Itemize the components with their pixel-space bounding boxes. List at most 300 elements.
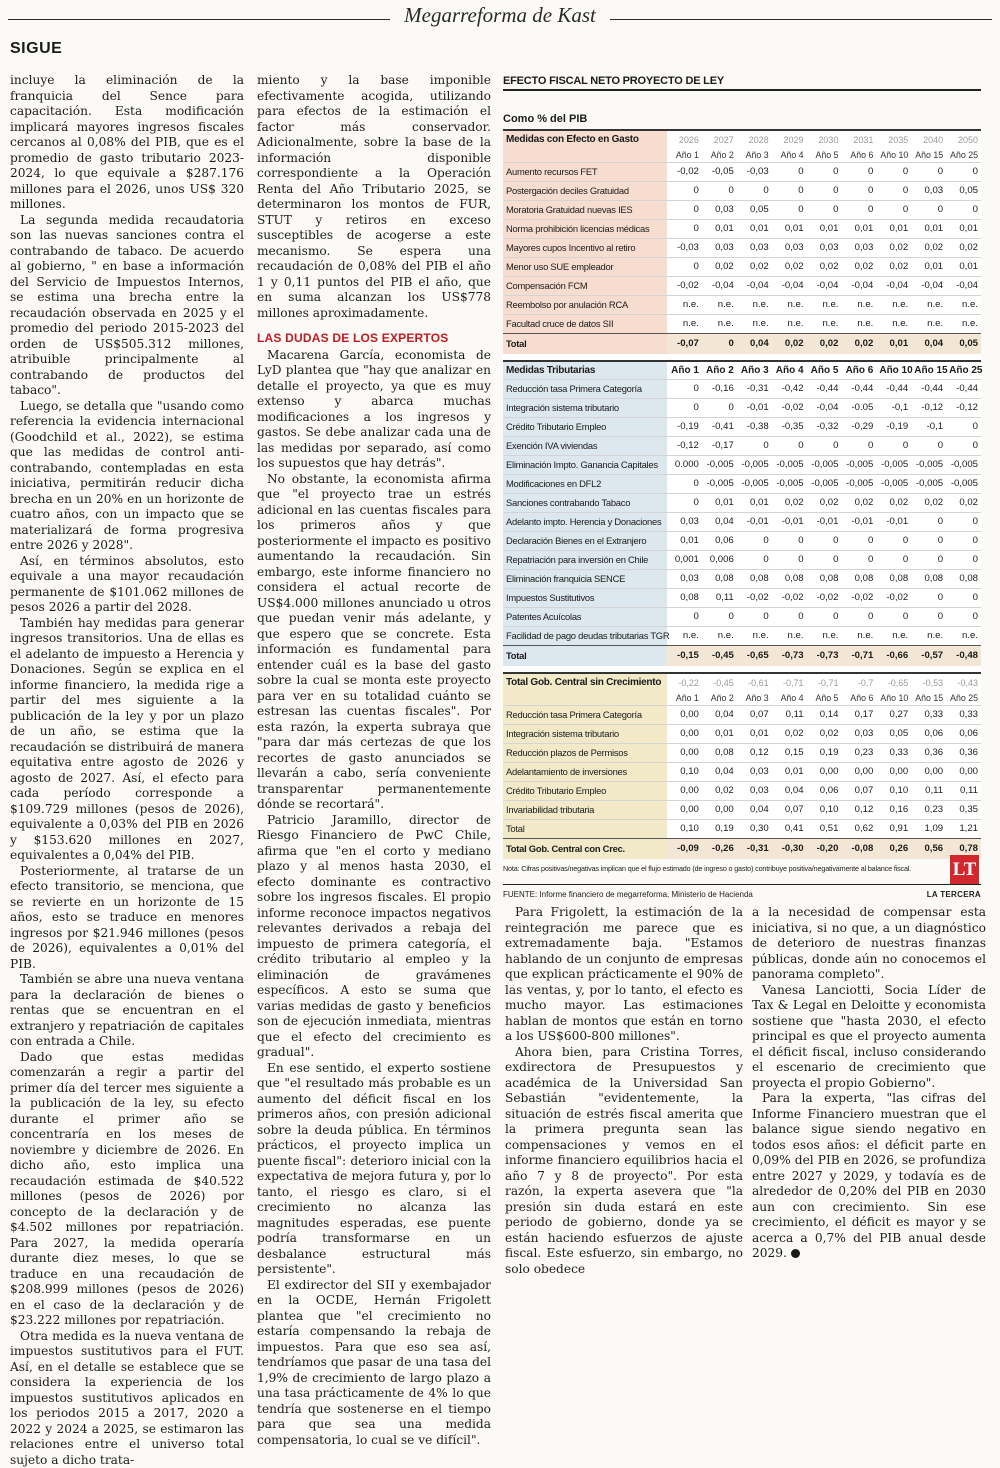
table-cell: 0,03	[702, 238, 737, 257]
table-cell: -0,05	[702, 162, 737, 181]
table-cell: 0,33	[876, 743, 911, 762]
table-cell: 0	[876, 162, 911, 181]
table-cell: 0,08	[737, 569, 772, 588]
paragraph: Para Frigolett, la estimación de la reintegración me parece que es extremadamente baja. "Estamos hablando de un conjunto de empresas que explican prácticamente el 90% de las ventas, y, por lo tanto, el efecto es mucho mayor. Las estimaciones hablan de montos que están en torno a los US$600-800 millones".	[505, 905, 743, 1045]
table-cell: 0,03	[667, 569, 702, 588]
table-cell: 0,02	[876, 493, 911, 512]
year-index-cell: Año 25	[946, 691, 981, 705]
row-label: Crédito Tributario Empleo	[503, 417, 667, 436]
paragraph: Ahora bien, para Cristina Torres, exdirectora de Presupuestos y académica de la Universidad San Sebastián "evidentemente, la situación de estrés fiscal amerita que la primera pregunta sean las compensaciones y vemos en el informe financiero equilibrios hacia el año 7 y 8 de proyecto". Por esta razón, la experta asevera que "la presión sin duda estará en este periodo de gobierno, donde ya se están haciendo esfuerzos de ajuste fiscal. Este esfuerzo, sin embargo, no solo obedece	[505, 1045, 743, 1278]
year-index-cell: Año 5	[807, 148, 842, 162]
table-cell: 0,02	[772, 333, 807, 354]
table-cell: 0,07	[772, 800, 807, 819]
section-header-label: Medidas Tributarias	[503, 361, 667, 379]
table-row	[503, 257, 981, 276]
table-cell: 0	[667, 257, 702, 276]
table-cell: -0,005	[946, 474, 981, 493]
table-cell: 0	[911, 607, 946, 626]
table-cell: 0,00	[841, 762, 876, 781]
table-cell: 0,12	[737, 743, 772, 762]
paragraph: También hay medidas para generar ingresos transitorios. Una de ellas es el adelanto de impuesto a Herencia y Donaciones. Según se explica en el informe financiero, la medida rige a partir del mes siguiente a la publicación de la ley y por un plazo de un año, se estima que la recaudación se distribuirá de manera equitativa entre agosto de 2026 y agosto de 2027. Así, el efecto para cada período corresponde a $109.729 millones (pesos de 2026), equivalente a 0,03% del PIB en 2026 y $153.620 millones en 2027, equivalentes a 0,04% del PIB.	[10, 616, 244, 864]
table-cell: 0,11	[946, 781, 981, 800]
header-cell: 2026	[667, 130, 702, 148]
paragraph	[752, 1091, 986, 1262]
row-label: Declaración Bienes en el Extranjero	[503, 531, 667, 550]
row-label: Compensación FCM	[503, 276, 667, 295]
table-cell: 0	[841, 550, 876, 569]
table-cell: 0,01	[702, 493, 737, 512]
table-cell: 0	[667, 493, 702, 512]
table-row	[503, 800, 981, 819]
table-cell: 0,91	[876, 819, 911, 838]
table-row	[503, 743, 981, 762]
table-cell: 0,02	[807, 724, 842, 743]
header-cell: Año 15	[911, 361, 946, 379]
table-cell: -0,1	[911, 417, 946, 436]
table-cell: 0	[737, 436, 772, 455]
table-row	[503, 455, 981, 474]
table-cell: 0	[772, 607, 807, 626]
section-header-label: Medidas con Efecto en Gasto	[503, 130, 667, 148]
table-cell: -0,01	[841, 512, 876, 531]
table-cell: -0,38	[737, 417, 772, 436]
table-cell: n.e.	[876, 626, 911, 645]
end-of-article-icon	[791, 1249, 800, 1258]
table-cell: -0,20	[807, 838, 842, 859]
fiscal-effect-table	[503, 129, 981, 859]
table-cell: -0,31	[737, 379, 772, 398]
table-cell: 0,03	[772, 238, 807, 257]
table-row	[503, 238, 981, 257]
header-cell: -0,71	[772, 673, 807, 691]
table-cell: -0,08	[841, 838, 876, 859]
row-label: Crédito Tributario Empleo	[503, 781, 667, 800]
table-cell: 0,02	[772, 493, 807, 512]
table-cell: 0,78	[946, 838, 981, 859]
kicker-sigue: SIGUE	[10, 40, 62, 58]
table-cell: -0,57	[911, 645, 946, 666]
row-label: Postergación deciles Gratuidad	[503, 181, 667, 200]
table-cell: 0,01	[876, 333, 911, 354]
table-section-header	[503, 361, 981, 379]
table-cell: 0,51	[807, 819, 842, 838]
table-cell: -0,71	[841, 645, 876, 666]
table-cell: n.e.	[667, 314, 702, 333]
table-row	[503, 512, 981, 531]
years-elapsed-row	[503, 691, 981, 705]
table-total-row	[503, 333, 981, 354]
subheading-experts: LAS DUDAS DE LOS EXPERTOS	[257, 331, 491, 347]
table-cell: 0,33	[911, 705, 946, 724]
header-cell: -0,65	[876, 673, 911, 691]
row-label: Facilidad de pago deudas tributarias TGR	[503, 626, 667, 645]
table-cell: -0,005	[737, 455, 772, 474]
header-cell: Año 4	[772, 361, 807, 379]
paragraph: incluye la eliminación de la franquicia del Sence para capacitación. Esta modificación implicará mayores ingresos fiscales cercanos al 0,08% del PIB, que es el promedio de gasto tributario 2023-2024, lo que equivale a $287.176 millones para el 2026, unos US$ 320 millones.	[10, 73, 244, 213]
table-cell: n.e.	[737, 626, 772, 645]
table-cell: 0	[841, 607, 876, 626]
table-row	[503, 379, 981, 398]
row-label: Norma prohibición licencias médicas	[503, 219, 667, 238]
table-cell: 0,01	[911, 219, 946, 238]
table-cell: 0,12	[841, 800, 876, 819]
table-cell: 0,15	[772, 743, 807, 762]
table-cell: 0,02	[911, 238, 946, 257]
table-cell: 0,04	[911, 333, 946, 354]
table-cell: 0,03	[841, 724, 876, 743]
table-cell: 0,02	[702, 781, 737, 800]
table-cell: 0,36	[946, 743, 981, 762]
table-cell: 0	[702, 607, 737, 626]
table-cell: 0,08	[876, 569, 911, 588]
year-index-cell: Año 6	[841, 148, 876, 162]
table-cell: n.e.	[876, 295, 911, 314]
table-cell: 0,05	[946, 333, 981, 354]
table-cell: 0,03	[737, 238, 772, 257]
table-cell: -0,42	[772, 379, 807, 398]
table-cell: 0	[667, 607, 702, 626]
table-cell: 0	[667, 200, 702, 219]
row-label: Impuestos Sustitutivos	[503, 588, 667, 607]
table-footer	[503, 884, 981, 902]
table-cell: 0,02	[841, 333, 876, 354]
la-tercera-logo: LT	[950, 855, 979, 884]
table-cell: 0,02	[946, 238, 981, 257]
table-cell: 0	[807, 531, 842, 550]
table-cell: 0	[841, 531, 876, 550]
table-cell: 0	[772, 181, 807, 200]
table-cell: 0,06	[946, 724, 981, 743]
header-cell: 2030	[807, 130, 842, 148]
table-cell: 0	[911, 531, 946, 550]
table-cell: 0,04	[702, 762, 737, 781]
table-cell: -0,03	[737, 162, 772, 181]
row-label: Moratoria Gratuidad nuevas IES	[503, 200, 667, 219]
table-row	[503, 314, 981, 333]
table-cell: 0	[841, 200, 876, 219]
table-cell: 0	[807, 550, 842, 569]
year-index-cell: Año 1	[667, 148, 702, 162]
table-cell: 0,05	[876, 724, 911, 743]
year-index-cell: Año 10	[876, 148, 911, 162]
table-cell: 0,01	[911, 257, 946, 276]
header-cell: -0,22	[667, 673, 702, 691]
table-cell: -0,12	[667, 436, 702, 455]
table-row	[503, 276, 981, 295]
table-cell: n.e.	[772, 314, 807, 333]
table-cell: 0	[876, 200, 911, 219]
table-cell: -0,005	[702, 455, 737, 474]
table-cell: -0,44	[876, 379, 911, 398]
table-cell: 0	[702, 333, 737, 354]
table-cell: 0	[946, 200, 981, 219]
table-cell: 0,00	[667, 705, 702, 724]
table-cell: -0,17	[702, 436, 737, 455]
table-row	[503, 550, 981, 569]
table-cell: 0	[772, 200, 807, 219]
row-label: Total	[503, 333, 667, 354]
table-cell: 0,08	[702, 569, 737, 588]
table-cell: -0,04	[807, 276, 842, 295]
table-cell: 0,03	[737, 781, 772, 800]
table-cell: -0,44	[841, 379, 876, 398]
table-cell: n.e.	[667, 295, 702, 314]
table-cell: 0,07	[737, 705, 772, 724]
table-cell: 0,11	[911, 781, 946, 800]
header-cell: 2029	[772, 130, 807, 148]
table-cell: -0,04	[807, 398, 842, 417]
table-cell: n.e.	[702, 626, 737, 645]
table-cell: 0	[946, 436, 981, 455]
brand-name: LA TERCERA	[927, 890, 981, 899]
table-cell: 0,36	[911, 743, 946, 762]
year-index-cell: Año 3	[737, 691, 772, 705]
article-column-3	[505, 905, 743, 1277]
year-index-cell: Año 2	[702, 148, 737, 162]
table-cell: 0,01	[946, 257, 981, 276]
table-cell: -0,005	[841, 474, 876, 493]
table-cell: 0	[946, 417, 981, 436]
table-cell: -0,73	[807, 645, 842, 666]
section-title: Megarreforma de Kast	[0, 3, 1000, 28]
table-cell: 0	[667, 379, 702, 398]
table-cell: 0,01	[876, 219, 911, 238]
table-cell: 0,41	[772, 819, 807, 838]
table-cell: -0,03	[667, 238, 702, 257]
header-cell: Año 2	[702, 361, 737, 379]
table-cell: 0	[807, 607, 842, 626]
paragraph: En ese sentido, el experto sostiene que "el resultado más probable es un aumento del déficit fiscal en los primeros años, con presión adicional sobre la deuda pública. En términos prácticos, el proyecto implica un puente fiscal": deterioro inicial con la expectativa de mejora futura y, por lo tanto, el riesgo es claro, si el crecimiento no alcanza las magnitudes esperadas, ese puente podría transformarse en un desbalance estructural más persistente".	[257, 1061, 491, 1278]
header-cell: 2031	[841, 130, 876, 148]
table-cell: 0	[946, 162, 981, 181]
table-cell: n.e.	[667, 626, 702, 645]
table-cell: -0,02	[807, 588, 842, 607]
table-cell: 0,02	[737, 257, 772, 276]
row-label: Total	[503, 645, 667, 666]
table-cell: -0,04	[737, 276, 772, 295]
paragraph: miento y la base imponible efectivamente acogida, utilizando para efectos de la estimación el factor más conservador. Adicionalmente, sobre la base de la información disponible correspondiente a la Operación Renta del Año Tributario 2025, se determinaron los montos de FUR, STUT y retiros en exceso susceptibles de acogerse a este mecanismo. Se espera una recaudación de 0,08% del PIB el año 1 y 0,11 puntos del PIB el año, que en suma alcanzan los US$778 millones aproximadamente.	[257, 73, 491, 321]
table-cell: 0,01	[772, 762, 807, 781]
table-cell: 0	[841, 181, 876, 200]
table-cell: 0,10	[667, 819, 702, 838]
table-cell: 0	[841, 436, 876, 455]
table-cell: 0,26	[876, 838, 911, 859]
table-cell: -0,30	[772, 838, 807, 859]
table-cell: 0,00	[667, 800, 702, 819]
row-label: Sanciones contrabando Tabaco	[503, 493, 667, 512]
row-label: Exención IVA viviendas	[503, 436, 667, 455]
table-cell: 0,02	[772, 257, 807, 276]
header-cell: 2035	[876, 130, 911, 148]
table-cell: 0,00	[667, 724, 702, 743]
table-cell: n.e.	[841, 295, 876, 314]
paragraph: Vanesa Lanciotti, Socia Líder de Tax & Legal en Deloitte y economista sostiene que "hasta 2030, el efecto principal es que el proyecto aumenta el déficit fiscal, incluso considerando el escenario de crecimiento que proyecta el propio Gobierno".	[752, 983, 986, 1092]
table-cell: 0	[737, 181, 772, 200]
table-cell: n.e.	[772, 626, 807, 645]
table-cell: n.e.	[841, 314, 876, 333]
table-cell: -0,005	[772, 474, 807, 493]
table-row	[503, 162, 981, 181]
table-cell: 0	[946, 588, 981, 607]
article-column-2	[257, 73, 491, 1448]
header-cell: -0,61	[737, 673, 772, 691]
year-index-cell: Año 25	[946, 148, 981, 162]
table-cell: -0,07	[667, 333, 702, 354]
table-cell: -0,02	[772, 588, 807, 607]
paragraph: No obstante, la economista afirma que "el proyecto trae un estrés adicional en las cuentas fiscales para los primeros años y que posteriormente el impacto es positivo aumentando la recaudación. Sin embargo, este informe financiero no considera el actual recorte de US$4.000 millones anunciado u otros que puedan venir más adelante, y que espero que se concrete. Esta información es fundamental para entender cuál es la base del gasto sobre la cual se monta este proyecto para ver en su totalidad cuánto se estresan las cuentas fiscales". Por esta razón, la experta subraya que "para dar más certezas de que los recortes de gasto anunciados se llevarán a cabo, sería conveniente transparentar permanentemente dónde se recortará".	[257, 472, 491, 813]
table-note: Nota: Cifras positivas/negativas implican que el flujo estimado (de ingreso o gasto) contribuye positiva/negativamente al balance fiscal.	[503, 864, 981, 873]
header-cell: Año 25	[946, 361, 981, 379]
table-cell: -0,48	[946, 645, 981, 666]
table-cell: 0,03	[702, 200, 737, 219]
table-cell: 0,00	[911, 762, 946, 781]
row-label: Integración sistema tributario	[503, 398, 667, 417]
paragraph: También se abre una nueva ventana para la declaración de bienes o rentas que se encuentran en el extranjero y repatriación de capitales con entrada a Chile.	[10, 972, 244, 1050]
table-cell: 0,23	[911, 800, 946, 819]
table-cell: 0,02	[876, 257, 911, 276]
row-label: Reducción tasa Primera Categoría	[503, 379, 667, 398]
table-cell: 0	[667, 219, 702, 238]
table-cell: 0,08	[702, 743, 737, 762]
table-cell: 1,21	[946, 819, 981, 838]
table-row	[503, 607, 981, 626]
row-label: Total	[503, 819, 667, 838]
table-cell: 0	[807, 436, 842, 455]
table-cell: 0	[946, 512, 981, 531]
table-cell: -0,04	[841, 276, 876, 295]
table-cell: 0,07	[841, 781, 876, 800]
header-cell: -0,71	[807, 673, 842, 691]
table-cell: 0	[876, 607, 911, 626]
table-cell: 0,01	[841, 219, 876, 238]
table-cell: -0,01	[772, 512, 807, 531]
table-cell: -0,35	[772, 417, 807, 436]
table-cell: 0	[772, 531, 807, 550]
table-cell: 0	[667, 398, 702, 417]
table-cell: 0	[911, 588, 946, 607]
row-label: Adelanto impto. Herencia y Donaciones	[503, 512, 667, 531]
table-cell: -0,65	[737, 645, 772, 666]
year-index-cell: Año 6	[841, 691, 876, 705]
header-cell: -0,43	[946, 673, 981, 691]
table-cell: -0,005	[876, 474, 911, 493]
table-cell: 0	[876, 550, 911, 569]
header-cell: 2028	[737, 130, 772, 148]
table-cell: 0,00	[946, 762, 981, 781]
table-cell: n.e.	[702, 314, 737, 333]
row-label: Integración sistema tributario	[503, 724, 667, 743]
table-cell: -0,005	[911, 474, 946, 493]
article-column-1	[10, 73, 244, 1468]
table-cell: -0,005	[702, 474, 737, 493]
table-cell: 0,19	[807, 743, 842, 762]
table-cell: -0,12	[946, 398, 981, 417]
table-row	[503, 493, 981, 512]
table-cell: 0,03	[807, 238, 842, 257]
table-cell: 0,17	[841, 705, 876, 724]
table-cell: 0,03	[841, 238, 876, 257]
table-source: FUENTE: Informe financiero de megarreforma, Ministerio de Hacienda	[503, 890, 753, 899]
row-label: Repatriación para inversión en Chile	[503, 550, 667, 569]
years-elapsed-row	[503, 148, 981, 162]
table-cell: 0,06	[911, 724, 946, 743]
table-cell: 0,01	[702, 219, 737, 238]
table-cell: 0,14	[807, 705, 842, 724]
table-cell: 0,33	[946, 705, 981, 724]
table-row	[503, 219, 981, 238]
table-cell: 0,16	[876, 800, 911, 819]
table-cell: 0	[841, 162, 876, 181]
table-cell: 0	[807, 162, 842, 181]
table-cell: 0,04	[772, 781, 807, 800]
table-cell: n.e.	[841, 626, 876, 645]
row-label: Reducción tasa Primera Categoría	[503, 705, 667, 724]
table-cell: -0,005	[807, 474, 842, 493]
table-cell: -0,01	[876, 512, 911, 531]
table-cell: 0,08	[667, 588, 702, 607]
table-cell: n.e.	[737, 295, 772, 314]
table-cell: 0	[667, 474, 702, 493]
table-cell: 0	[946, 550, 981, 569]
table-cell: 0	[702, 398, 737, 417]
table-cell: 0,08	[946, 569, 981, 588]
table-row	[503, 474, 981, 493]
table-cell: 0	[772, 162, 807, 181]
table-cell: 0	[807, 200, 842, 219]
table-cell: 0,03	[911, 181, 946, 200]
table-cell: 0	[911, 200, 946, 219]
table-title: EFECTO FISCAL NETO PROYECTO DE LEY	[503, 75, 981, 91]
table-cell: 0,56	[911, 838, 946, 859]
table-cell: 0,35	[946, 800, 981, 819]
table-cell: 0	[737, 607, 772, 626]
table-cell: 0,01	[737, 219, 772, 238]
table-cell: 0,01	[667, 531, 702, 550]
table-cell: -0,44	[911, 379, 946, 398]
table-cell: n.e.	[946, 314, 981, 333]
table-cell: 0,02	[911, 493, 946, 512]
paragraph: Luego, se detalla que "usando como referencia la evidencia internacional (Goodchild et al., 2022), se estima que las medidas de control anti-contrabando, contempladas en esta iniciativa, permitirán reducir dicha brecha en un 20% en un horizonte de cuatro años, con un impacto que se materializará de forma progresiva entre 2026 y 2028".	[10, 399, 244, 554]
table-row	[503, 200, 981, 219]
table-cell: 0,02	[772, 724, 807, 743]
table-cell: 0,10	[807, 800, 842, 819]
table-cell: 0,02	[807, 493, 842, 512]
row-label: Patentes Acuícolas	[503, 607, 667, 626]
table-cell: 0,02	[807, 257, 842, 276]
table-cell: 0,04	[702, 705, 737, 724]
table-cell: 0	[807, 181, 842, 200]
row-label: Mayores cupos Incentivo al retiro	[503, 238, 667, 257]
table-cell: 0,10	[876, 781, 911, 800]
table-cell: 0,06	[807, 781, 842, 800]
table-cell: 0	[876, 531, 911, 550]
year-index-cell: Año 4	[772, 148, 807, 162]
table-cell: -0,44	[807, 379, 842, 398]
table-cell: -0,66	[876, 645, 911, 666]
table-cell: 0,11	[772, 705, 807, 724]
row-label: Total Gob. Central con Crec.	[503, 838, 667, 859]
table-cell: 0,01	[946, 219, 981, 238]
header-cell: -0,7	[841, 673, 876, 691]
table-cell: 0,08	[911, 569, 946, 588]
table-cell: 0,08	[772, 569, 807, 588]
table-cell: 0	[911, 162, 946, 181]
table-total-row	[503, 838, 981, 859]
table-cell: -0,19	[667, 417, 702, 436]
row-label: Aumento recursos FET	[503, 162, 667, 181]
table-cell: -0,02	[772, 398, 807, 417]
table-cell: 0,04	[737, 333, 772, 354]
